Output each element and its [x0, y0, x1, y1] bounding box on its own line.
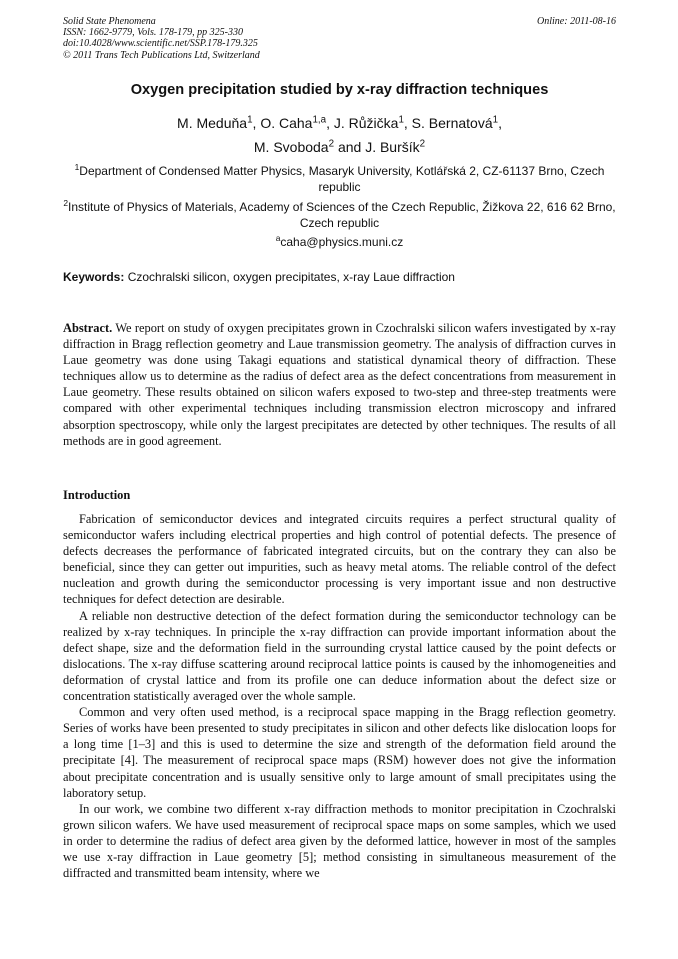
- affiliation-mark: 2: [63, 198, 69, 208]
- paragraph: In our work, we combine two different x-ray diffraction methods to monitor precipitation in Czochralski grown silicon wafers. We have used measurement of reciprocal space maps on some samples, which we used in order to determine the radius of defect area given by the deformed lattice, however in most of the samples we use x-ray diffraction in Laue geometry [5]; method consisting in simultaneous measurement of the diffracted and transmitted beam intensity, where we: [63, 801, 616, 881]
- keywords-line: [63, 270, 616, 284]
- online-date: Online: 2011-08-16: [537, 16, 616, 27]
- affiliation-text: Department of Condensed Matter Physics, Masaryk University, Kotlářská 2, CZ-61137 Brno, Czech republic: [79, 164, 605, 194]
- paragraph: A reliable non destructive detection of the defect formation during the semiconductor technology can be realized by x-ray techniques. In principle the x-ray diffraction can provide important information about the defect shape, size and the deformation field in the surrounding crystal lattice caused by the point defects or dislocations. The x-ray diffuse scattering around reciprocal lattice points is caused by the inhomogeneities and deformation of crystal lattice and from its profile one can deduce information about the defect size or concentration statistically averaged over the whole sample.: [63, 608, 616, 704]
- journal-header: [63, 16, 616, 61]
- journal-name: Solid State Phenomena: [63, 16, 156, 27]
- keywords-text: Czochralski silicon, oxygen precipitates, x-ray Laue diffraction: [127, 270, 455, 284]
- paragraph: Common and very often used method, is a reciprocal space mapping in the Bragg reflection geometry. Series of works have been presented to study precipitates in silicon and other defects like dislocation loops for a long time [1–3] and this is used to determine the size and strength of the deformation field around the precipitate [4]. The measurement of reciprocal space maps (RSM) however does not give the information about precipitate concentration and is usually sensitive only to large amount of small precipitates using the laboratory setup.: [63, 705, 616, 800]
- introduction-body: [63, 511, 616, 881]
- copyright-line: © 2011 Trans Tech Publications Ltd, Switzerland: [63, 49, 260, 61]
- affiliation-mark: 1: [74, 162, 80, 172]
- author-name: J. Buršík: [365, 139, 420, 155]
- issn-line: ISSN: 1662-9779, Vols. 178-179, pp 325-330: [63, 27, 243, 39]
- author-list: M. Meduňa$^1$, O. Caha$^{1,a}$, J. Růžička$^1$, S. Bernatová$^1$, M. Svoboda$^2$ and J. Buršík$^2$: [177, 114, 502, 155]
- section-heading-introduction: Introduction: [63, 488, 131, 502]
- abstract-text: We report on study of oxygen precipitates grown in Czochralski silicon wafers investigated by x-ray diffraction in Bragg reflection geometry and Laue transmission geometry. The analysis of diffraction curves in Laue geometry was done using Takagi equations and statistical dynamical theory of diffraction. These techniques allow us to determine as the radius of defect area as the defect concentrations from measurement in Laue geometry. These results obtained on silicon wafers exposed to two-step and three-step treatments were compared with other experimental techniques including transmission electron microscopy and infrared absorption spectroscopy, while only the largest precipitates are detected by other techniques. The results of all methods are in good agreement.: [63, 321, 617, 448]
- author-affil-mark: 2: [328, 138, 335, 150]
- author-conjunction: and: [337, 139, 362, 155]
- author-email: [63, 235, 616, 249]
- email-address: caha@physics.muni.cz: [280, 235, 404, 249]
- author-name: S. Bernatová: [411, 115, 493, 131]
- author-affil-mark: 1: [247, 114, 253, 126]
- keywords-label: Keywords:: [63, 270, 125, 284]
- author-name: M. Meduňa: [177, 115, 248, 131]
- email-mark: a: [275, 233, 281, 243]
- author-name: M. Svoboda: [253, 139, 329, 155]
- author-affil-mark: 1,a: [312, 114, 327, 126]
- author-name: O. Caha: [260, 115, 313, 131]
- doi-line: doi:10.4028/www.scientific.net/SSP.178-179.325: [63, 38, 258, 50]
- author-affil-mark: 1: [492, 114, 499, 126]
- affiliation-2: [63, 199, 616, 231]
- paper-title: Oxygen precipitation studied by x-ray diffraction techniques: [130, 82, 549, 98]
- abstract-block: [63, 320, 616, 449]
- paragraph: Fabrication of semiconductor devices and integrated circuits requires a perfect structural quality of semiconductor wafers including electrical properties and high control of potential defects. The presence of defects decreases the performance of fabricated integrated circuits, but on the contrary they can also be beneficial, since they can getter out impurities, such as heavy metal atoms. The reliable control of the defect nucleation and growth during the semiconductor processing is very important issue and non destructive techniques for defect detection are desirable.: [63, 512, 616, 607]
- author-name: J. Růžička: [333, 115, 399, 131]
- abstract-label: Abstract.: [63, 321, 113, 335]
- affiliation-text: Institute of Physics of Materials, Academy of Sciences of the Czech Republic, Žižkova 22, 616 62 Brno, Czech republic: [68, 200, 616, 230]
- author-affil-mark: 2: [419, 138, 426, 150]
- affiliation-1: [63, 163, 616, 195]
- author-affil-mark: 1: [398, 114, 404, 126]
